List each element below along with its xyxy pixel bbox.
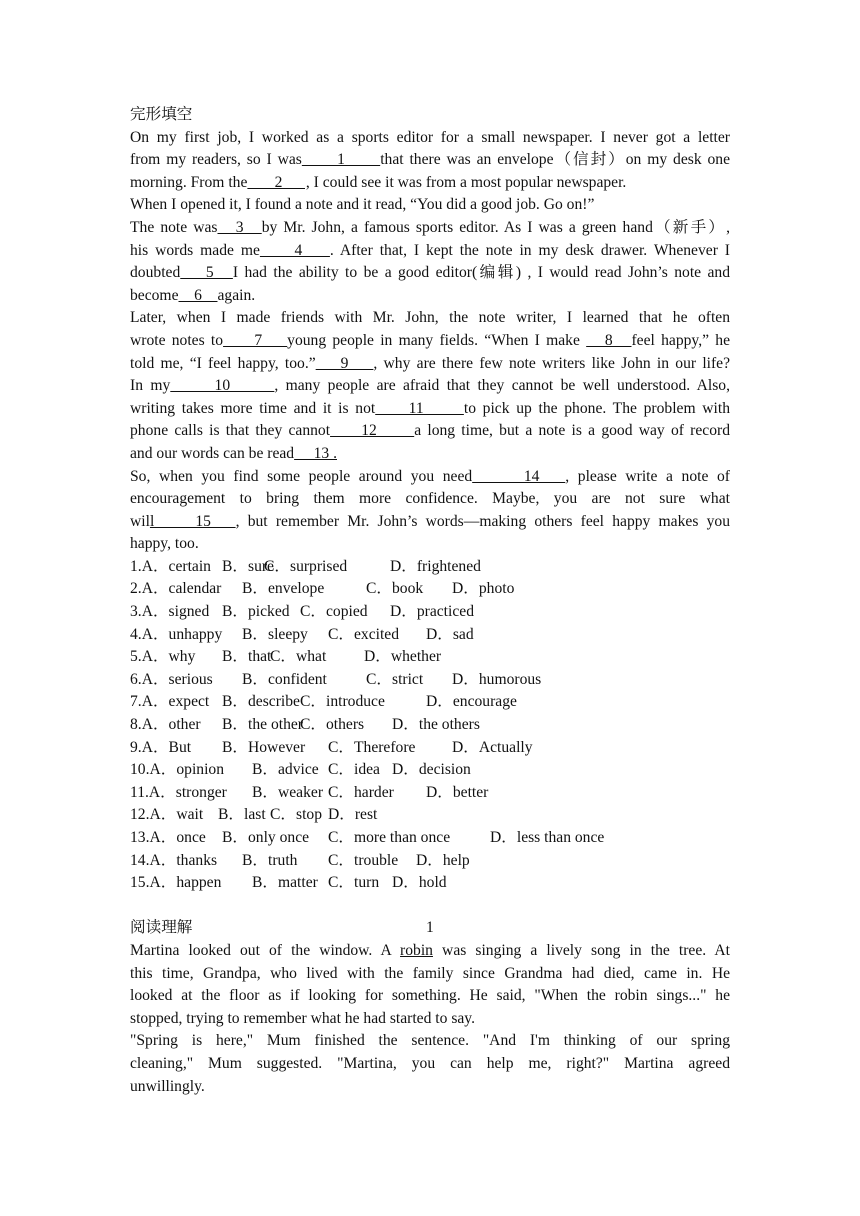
text-line: stopped, trying to remember what he had started to say. [130, 1009, 475, 1027]
option-b: B．confident [242, 670, 327, 688]
option-row [130, 556, 730, 579]
option-d: D．rest [328, 806, 378, 824]
text-line: looked at the floor as if looking for something. He said, "When the robin sings..." he [130, 987, 730, 1005]
option-a: 10.A．opinion [130, 761, 224, 779]
option-c: C．book [366, 580, 424, 598]
option-b: B．sleepy [242, 625, 308, 643]
option-d: D．help [416, 851, 470, 869]
option-a: 14.A．thanks [130, 851, 218, 869]
option-d: D．humorous [452, 670, 542, 688]
text-line: become 6 again. [130, 286, 256, 304]
cloze-heading: 完形填空 [130, 106, 193, 123]
option-c: C．others [300, 716, 365, 734]
blank-8: 8 [586, 331, 632, 349]
option-row [130, 850, 730, 873]
passage-number: 1 [426, 919, 434, 937]
reading-paragraph-2 [130, 1030, 730, 1098]
option-d: D．whether [364, 648, 442, 666]
option-a: 8.A．other [130, 716, 201, 734]
option-c: C．Therefore [328, 738, 416, 756]
blank-5: 5 [180, 264, 233, 282]
blank-11: 11 [375, 399, 464, 417]
option-c: C．stop [270, 806, 322, 824]
blank-15: l 15 [149, 512, 236, 530]
option-b: B．describe [222, 693, 300, 711]
blank-7: 7 [223, 331, 288, 349]
option-a: 5.A．why [130, 648, 196, 666]
option-d: D．less than once [490, 829, 605, 846]
reading-heading-line [130, 917, 730, 940]
cloze-paragraph-5 [130, 466, 730, 556]
text-line: told me, “I feel happy, too.” 9 , why are there few note writers like John in our life? [130, 354, 730, 372]
text-line: The note was 3 by Mr. John, a famous sports editor. As I was a green hand（新手）, [130, 218, 730, 236]
option-row [130, 646, 730, 669]
cloze-paragraph-3 [130, 217, 730, 307]
option-d: D．Actually [452, 738, 533, 756]
blank-6: 6 [178, 286, 218, 304]
option-a: 6.A．serious [130, 670, 213, 688]
robin-word: robin [400, 941, 433, 959]
text-line: "Spring is here," Mum finished the sentence. "And I'm thinking of our spring [130, 1032, 730, 1050]
cloze-paragraph-1 [130, 127, 730, 195]
blank-12: 12 [330, 422, 415, 440]
reading-heading: 阅读理解 [130, 919, 193, 937]
option-a: 3.A．signed [130, 603, 210, 621]
option-row [130, 578, 730, 601]
blank-2: 2 , [247, 173, 310, 191]
option-row [130, 804, 730, 827]
option-b: B．weaker [252, 783, 324, 801]
option-a: 4.A．unhappy [130, 625, 223, 643]
option-c: C．turn [328, 874, 380, 892]
blank-14: 14 [472, 467, 566, 485]
option-a: 13.A．once [130, 829, 206, 846]
option-row [130, 669, 730, 692]
text-line: Martina looked out of the window. A robin was singing a lively song in the tree. At [130, 941, 730, 959]
text-line: cleaning," Mum suggested. "Martina, you can help me, right?" Martina agreed [130, 1054, 730, 1072]
option-b: B．last [218, 806, 266, 824]
option-a: 7.A．expect [130, 693, 210, 711]
option-d: D．encourage [426, 693, 517, 711]
option-b: B．advice [252, 761, 319, 779]
option-d: D．sad [426, 625, 474, 643]
option-b: B．the other [222, 716, 303, 734]
option-a: 2.A．calendar [130, 580, 222, 598]
option-b: B．that [222, 648, 272, 666]
option-a: 9.A．But [130, 738, 192, 756]
option-c: C．copied [300, 603, 368, 621]
option-d: D．photo [452, 580, 515, 598]
text-line: Later, when I made friends with Mr. John, the note writer, I learned that he often [130, 309, 730, 327]
blank-9: 9 [315, 354, 374, 372]
blank-13: 13 . [294, 444, 337, 462]
text-line: wrote notes to 7 young people in many fields. “When I make 8 feel happy,” he [130, 331, 730, 349]
text-line: On my first job, I worked as a sports editor for a small newspaper. I never got a letter [130, 128, 730, 146]
option-c: C．excited [328, 625, 400, 643]
option-a: 11.A．stronger [130, 783, 227, 801]
option-row [130, 624, 730, 647]
option-b: B．However [222, 738, 306, 756]
option-b: B．only once [222, 829, 310, 846]
text-line: So, when you find some people around you need 14 , please write a note of [130, 467, 730, 485]
text-line: doubted 5 I had the ability to be a good editor(编辑) , I would read John’s note and [130, 264, 730, 282]
option-d: D．better [426, 783, 489, 801]
section-gap [130, 895, 730, 918]
option-c: C．introduce [300, 693, 385, 711]
option-row [130, 782, 730, 805]
option-b: B．envelope [242, 580, 325, 598]
text-line: writing takes more time and it is not 11 to pick up the phone. The problem with [130, 399, 730, 417]
text-line: happy, too. [130, 535, 199, 553]
option-row [130, 737, 730, 760]
blank-4: 4 [259, 241, 330, 259]
option-b: B．matter [252, 874, 318, 892]
blank-1: 1 [301, 151, 381, 169]
text-line: In my 10 , many people are afraid that they cannot be well understood. Also, [130, 377, 730, 395]
option-b: B．truth [242, 851, 298, 869]
option-c: C．more than once [328, 829, 451, 846]
option-a: 15.A．happen [130, 874, 222, 892]
text-line: unwillingly. [130, 1077, 205, 1095]
blank-3: 3 [217, 218, 262, 236]
text-line: encouragement to bring them more confidence. Maybe, you are not sure what [130, 490, 730, 508]
option-a: 1.A．certain [130, 557, 211, 575]
cloze-paragraph-4 [130, 307, 730, 465]
option-row [130, 759, 730, 782]
option-c: C．surprised [264, 557, 348, 575]
option-a: 12.A．wait [130, 806, 204, 824]
blank-10: 10 [170, 377, 275, 395]
option-row [130, 872, 730, 895]
options-list [130, 556, 730, 895]
text-line: and our words can be read 13 . [130, 444, 337, 462]
option-c: C．harder [328, 783, 394, 801]
option-d: D．practiced [390, 603, 474, 621]
text-line: phone calls is that they cannot 12 a long time, but a note is a good way of record [130, 422, 730, 440]
document-page [130, 104, 730, 1098]
option-row [130, 691, 730, 714]
option-c: C．trouble [328, 851, 399, 869]
option-row [130, 601, 730, 624]
option-row [130, 827, 730, 850]
text-line: his words made me 4 . After that, I kept the note in my desk drawer. Whenever I [130, 241, 730, 259]
option-c: C．what [270, 648, 327, 666]
cloze-paragraph-2: When I opened it, I found a note and it read, “You did a good job. Go on!” [130, 196, 595, 214]
text-line: will 15 , but remember Mr. John’s words—making others feel happy makes you [130, 512, 730, 530]
text-line: from my readers, so I was 1 that there was an envelope（信封）on my desk one [130, 151, 730, 169]
option-d: D．hold [392, 874, 447, 892]
option-b: B．picked [222, 603, 290, 621]
option-c: C．strict [366, 670, 424, 688]
option-d: D．the others [392, 716, 480, 734]
reading-paragraph-1 [130, 940, 730, 1030]
text-line: morning. From the 2 , I could see it was from a most popular newspaper. [130, 173, 627, 191]
text-line: this time, Grandpa, who lived with the family since Grandma had died, came in. He [130, 964, 730, 982]
option-d: D．decision [392, 761, 471, 779]
option-b: B．sure [222, 557, 274, 575]
option-d: D．frightened [390, 557, 481, 575]
option-c: C．idea [328, 761, 380, 779]
option-row [130, 714, 730, 737]
